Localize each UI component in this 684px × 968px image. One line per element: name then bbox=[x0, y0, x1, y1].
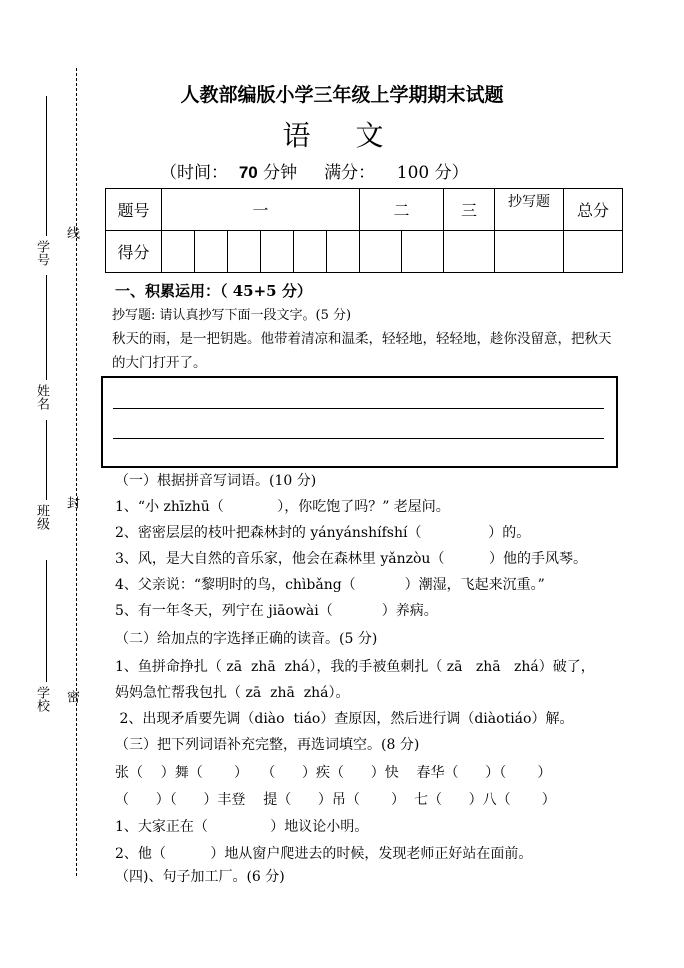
passage-line-2: 的大门打开了。 bbox=[112, 355, 207, 371]
score-cell[interactable] bbox=[162, 231, 195, 273]
time-score-line bbox=[160, 158, 469, 183]
score-cell[interactable] bbox=[261, 231, 294, 273]
row-header-question-number: 题号 bbox=[106, 189, 162, 231]
part-one-heading: （一）根据拼音写词语。(10 分) bbox=[115, 473, 317, 489]
answer-rule-line bbox=[113, 438, 604, 439]
part-one-q1: 1、“小 zhīzhū（ ），你吃饱了吗？” 老屋问。 bbox=[115, 499, 450, 515]
total-score-header: 总分 bbox=[564, 189, 623, 231]
section-three-header: 三 bbox=[444, 189, 495, 231]
score-cell[interactable] bbox=[360, 231, 402, 273]
idiom-row-2: （ ）（ ）丰登 提（ ）吊（ ） 七（ ）八（ ） bbox=[115, 792, 556, 808]
binding-dashed-line bbox=[76, 68, 77, 876]
part-two-heading: （二）给加点的字选择正确的读音。(5 分) bbox=[115, 631, 378, 647]
seal-char-line: 线 bbox=[64, 226, 79, 239]
score-cell[interactable] bbox=[195, 231, 228, 273]
idiom-row-1: 张（ ）舞（ ） （ ）疾（ ）快 春华（ ）（ ） bbox=[115, 765, 552, 781]
score-cell[interactable] bbox=[495, 231, 564, 273]
section-one-heading: 一、积累运用：（ 45+5 分） bbox=[115, 282, 312, 300]
part-two-q1-line1: 1、鱼拼命挣扎（ zā zhā zhá），我的手被鱼刺扎（ zā zhā zhá）破了， bbox=[115, 659, 595, 675]
time-value: 70 bbox=[238, 163, 258, 182]
answer-rule-line bbox=[113, 408, 604, 409]
time-unit: 分钟 bbox=[263, 163, 298, 183]
exam-title: 人教部编版小学三年级上学期期末试题 bbox=[180, 84, 504, 106]
school-label: 学校 bbox=[34, 686, 49, 712]
part-four-heading: （四)、句子加工厂。(6 分) bbox=[115, 869, 285, 885]
copy-instruction: 抄写题: 请认真抄写下面一段文字。(5 分) bbox=[112, 308, 352, 323]
fill-sentence-2: 2、他（ ）地从窗户爬进去的时候，发现老师正好站在面前。 bbox=[115, 846, 533, 862]
score-cell[interactable] bbox=[228, 231, 261, 273]
time-label: （时间： bbox=[160, 163, 228, 183]
score-cell[interactable] bbox=[294, 231, 327, 273]
full-score-value: 100 bbox=[396, 163, 430, 183]
score-cell[interactable] bbox=[444, 231, 495, 273]
part-two-q2: 2、出现矛盾要先调（diào tiáo）查原因，然后进行调（diàotiáo）解。 bbox=[115, 711, 574, 727]
row-header-score: 得分 bbox=[106, 231, 162, 273]
section-two-header: 二 bbox=[360, 189, 444, 231]
school-blank bbox=[46, 560, 47, 682]
part-two-q1-line2: 妈妈急忙帮我包扎（ zā zhā zhá）。 bbox=[115, 685, 350, 701]
student-id-label: 学号 bbox=[34, 240, 49, 266]
class-blank bbox=[46, 420, 47, 500]
score-table bbox=[105, 188, 623, 273]
score-cell[interactable] bbox=[327, 231, 360, 273]
section-one-header: 一 bbox=[162, 189, 360, 231]
part-one-q2: 2、密密层层的枝叶把森林封的 yányánshífshí（ ）的。 bbox=[115, 525, 531, 541]
score-cell[interactable] bbox=[402, 231, 444, 273]
full-score-unit: 分） bbox=[434, 163, 469, 183]
part-one-q5: 5、有一年冬天，列宁在 jiāowài（ ）养病。 bbox=[115, 603, 438, 619]
seal-char-mi: 密 bbox=[64, 690, 79, 703]
part-one-q3: 3、风，是大自然的音乐家，他会在森林里 yǎnzòu（ ）他的手风琴。 bbox=[115, 551, 587, 567]
part-one-q4: 4、父亲说：“黎明时的鸟，chìbǎng（ ）潮湿，飞起来沉重。” bbox=[115, 577, 545, 593]
name-blank bbox=[46, 275, 47, 380]
seal-char-feng: 封 bbox=[64, 496, 79, 509]
subject-title: 语 文 bbox=[282, 119, 402, 152]
full-score-label: 满分： bbox=[324, 163, 376, 183]
part-three-heading: （三）把下列词语补充完整，再选词填空。(8 分) bbox=[115, 737, 420, 753]
name-label: 姓名 bbox=[34, 384, 49, 410]
fill-sentence-1: 1、大家正在（ ）地议论小明。 bbox=[115, 819, 369, 835]
score-cell[interactable] bbox=[564, 231, 623, 273]
class-label: 班级 bbox=[34, 504, 49, 530]
copy-answer-box[interactable] bbox=[101, 376, 618, 468]
passage-line-1: 秋天的雨，是一把钥匙。他带着清凉和温柔，轻轻地，轻轻地，趁你没留意，把秋天 bbox=[112, 331, 612, 347]
copy-task-header: 抄写题 bbox=[495, 189, 564, 231]
